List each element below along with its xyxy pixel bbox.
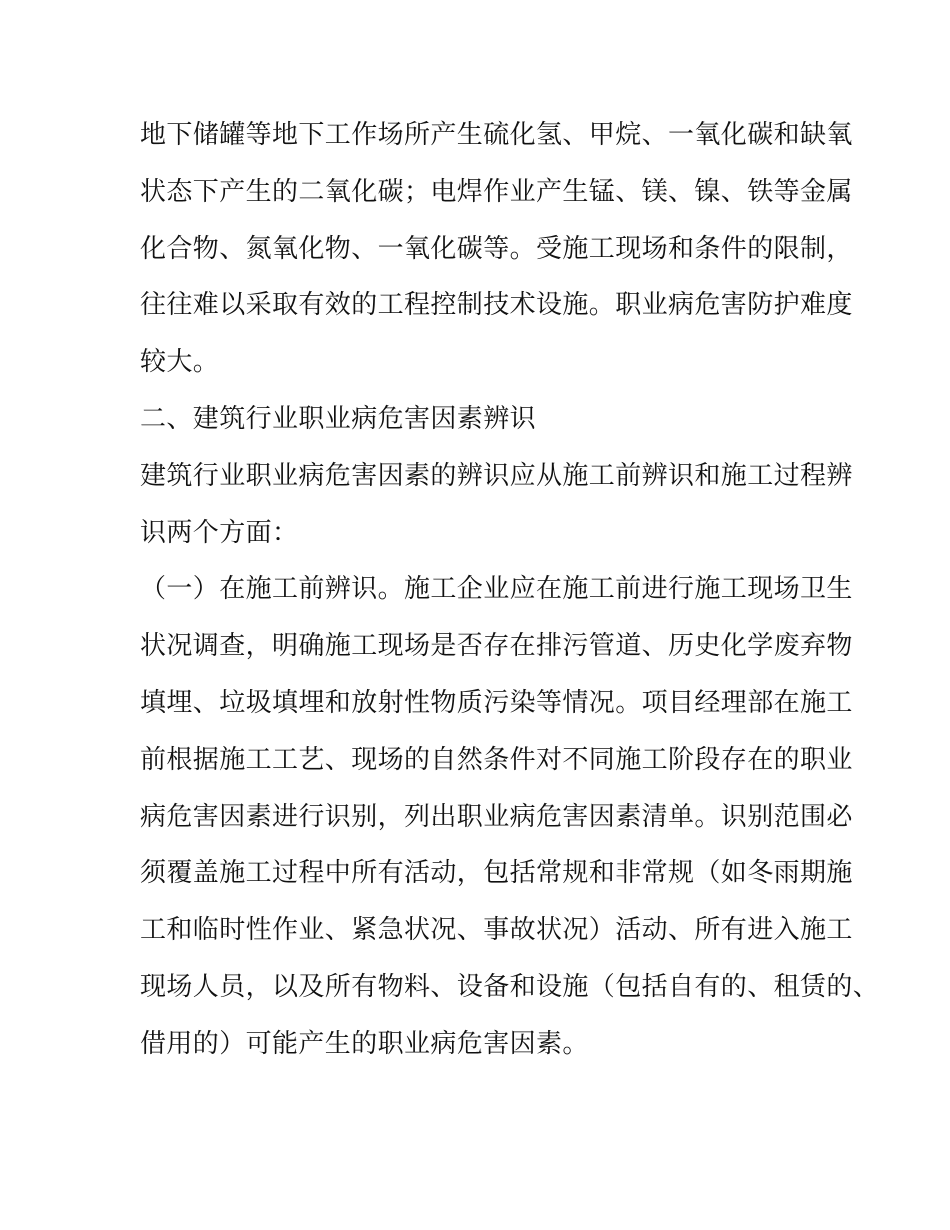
text-line: 病危害因素进行识别，列出职业病危害因素清单。识别范围必 [140, 801, 853, 832]
text-line: 须覆盖施工过程中所有活动，包括常规和非常规（如冬雨期施 [140, 858, 853, 889]
text-line: 状况调查，明确施工现场是否存在排污管道、历史化学废弃物 [140, 631, 853, 662]
text-line: 工和临时性作业、紧急状况、事故状况）活动、所有进入施工 [140, 915, 853, 946]
text-line: 状态下产生的二氧化碳；电焊作业产生锰、镁、镍、铁等金属 [140, 176, 853, 207]
text-line: 地下储罐等地下工作场所产生硫化氢、甲烷、一氧化碳和缺氧 [140, 120, 853, 150]
text-line: 较大。 [140, 347, 220, 378]
section-heading: 二、建筑行业职业病危害因素辨识 [140, 403, 537, 434]
text-line: 借用的）可能产生的职业病危害因素。 [140, 1028, 589, 1059]
text-line: 前根据施工工艺、现场的自然条件对不同施工阶段存在的职业 [140, 744, 853, 775]
text-line: 往往难以采取有效的工程控制技术设施。职业病危害防护难度 [140, 290, 853, 321]
subsection-line: （一）在施工前辨识。施工企业应在施工前进行施工现场卫生 [140, 574, 853, 605]
body-text [140, 107, 880, 1073]
text-line: 识两个方面： [140, 517, 299, 548]
text-line: 填埋、垃圾填埋和放射性物质污染等情况。项目经理部在施工 [140, 687, 853, 718]
text-line: 建筑行业职业病危害因素的辨识应从施工前辨识和施工过程辨 [140, 460, 853, 491]
text-line: 化合物、氮氧化物、一氧化碳等。受施工现场和条件的限制， [140, 233, 853, 264]
text-line: 现场人员，以及所有物料、设备和设施（包括自有的、租赁的、 [140, 971, 880, 1002]
